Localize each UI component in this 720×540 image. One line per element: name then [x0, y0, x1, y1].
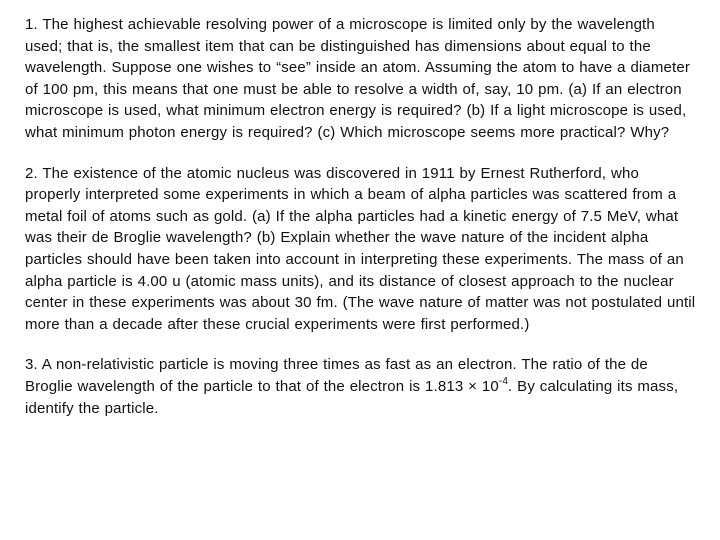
problem-3-exponent: -4: [498, 375, 509, 387]
problem-3-text-after: . By calculating its mass, identify the particle.: [25, 377, 679, 417]
problem-3-text-before: 3. A non-relativistic particle is moving three times as fast as an electron. The ratio of the de Broglie wavelength of the particle to that of the electron is 1.813 × 10: [25, 356, 648, 395]
problem-2: 2. The existence of the atomic nucleus was discovered in 1911 by Ernest Rutherford, who properly interpreted some experiments in which a beam of alpha particles was scattered from a metal foil of atoms such as gold. (a) If the alpha particles had a kinetic energy of 7.5 MeV, what was their de Broglie wavelength? (b) Explain whether the wave nature of the incident alpha particles should have been taken into account in interpreting these experiments. The mass of an alpha particle is 4.00 u (atomic mass units), and its distance of closest approach to the nuclear center in these experiments was about 30 fm. (The wave nature of matter was not postulated until more than a decade after these crucial experiments were first performed.): [25, 164, 696, 333]
problem-set: [25, 14, 697, 419]
problem-3: [25, 354, 697, 419]
problem-1: 1. The highest achievable resolving power of a microscope is limited only by the wavelength used; that is, the smallest item that can be distinguished has dimensions about equal to the wavelength. Suppose one wishes to “see” inside an atom. Assuming the atom to have a diameter of 100 pm, this means that one must be able to resolve a width of, say, 10 pm. (a) If an electron microscope is used, what minimum electron energy is required? (b) If a light microscope is used, what minimum photon energy is required? (c) Which microscope seems more practical? Why?: [25, 16, 691, 141]
